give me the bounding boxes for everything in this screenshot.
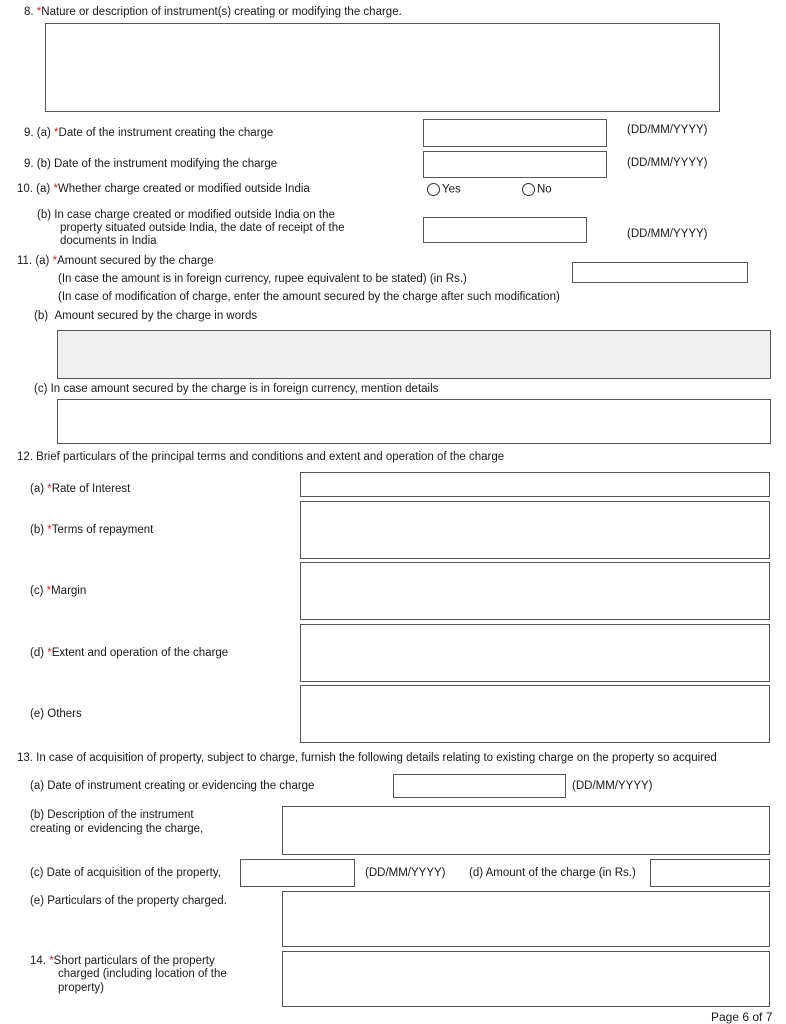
q12e-others-textarea[interactable] [300, 685, 770, 743]
q12a-rate-of-interest-input[interactable] [300, 472, 770, 497]
radio-circle-icon [522, 183, 535, 196]
q10b-label-line2: property situated outside India, the date of receipt of the [60, 222, 345, 234]
q9a-date-input[interactable] [423, 119, 607, 147]
q10a-yes-radio[interactable]: Yes [427, 183, 461, 196]
q13a-label: (a) Date of instrument creating or evidencing the charge [30, 780, 315, 792]
q13a-date-input[interactable] [393, 774, 566, 798]
radio-circle-icon [427, 183, 440, 196]
q12d-label: (d) *Extent and operation of the charge [30, 647, 229, 659]
q11a-label: 11. (a) *Amount secured by the charge [17, 255, 214, 267]
q13c-label: (c) Date of acquisition of the property, [30, 867, 221, 879]
q14-label-line2: charged (including location of the [58, 968, 227, 980]
q12b-label: (b) *Terms of repayment [30, 524, 154, 536]
q10b-date-input[interactable] [423, 217, 587, 243]
q9b-label: 9. (b) Date of the instrument modifying the charge [24, 158, 278, 170]
q8-label: 8. *Nature or description of instrument(s) creating or modifying the charge. [24, 6, 402, 18]
q8-nature-textarea[interactable] [45, 23, 720, 112]
q11c-label: (c) In case amount secured by the charge is in foreign currency, mention details [34, 383, 439, 395]
q12a-label: (a) *Rate of Interest [30, 483, 131, 495]
q13c-acquisition-date-input[interactable] [240, 859, 355, 887]
q10b-date-format: (DD/MM/YYYY) [627, 228, 708, 240]
q12e-label: (e) Others [30, 708, 82, 720]
q13b-description-textarea[interactable] [282, 806, 770, 855]
q11a-amount-input[interactable] [572, 262, 748, 283]
q9b-date-format: (DD/MM/YYYY) [627, 157, 708, 169]
q12-label: 12. Brief particulars of the principal terms and conditions and extent and operation of the charge [17, 451, 505, 463]
q13d-label: (d) Amount of the charge (in Rs.) [469, 867, 636, 879]
q14-short-particulars-textarea[interactable] [282, 951, 770, 1007]
q11a-note-modification: (In case of modification of charge, enter the amount secured by the charge after such modification) [58, 291, 560, 303]
q13e-particulars-textarea[interactable] [282, 891, 770, 947]
q9a-date-format: (DD/MM/YYYY) [627, 124, 708, 136]
q11c-foreign-currency-textarea[interactable] [57, 399, 771, 444]
q12d-extent-operation-textarea[interactable] [300, 624, 770, 682]
q13b-label-line2: creating or evidencing the charge, [30, 823, 204, 835]
q13-label: 13. In case of acquisition of property, subject to charge, furnish the following details relating to existing charge on the property so acquired [17, 752, 717, 764]
q13c-date-format: (DD/MM/YYYY) [365, 867, 446, 879]
page-number: Page 6 of 7 [711, 1010, 773, 1024]
q13d-amount-input[interactable] [650, 859, 770, 887]
q14-label-line3: property) [58, 982, 105, 994]
q11b-amount-words-field [57, 330, 771, 379]
q11b-label: (b) Amount secured by the charge in words [34, 310, 258, 322]
q13a-date-format: (DD/MM/YYYY) [572, 780, 653, 792]
q13b-label: (b) Description of the instrument [30, 809, 194, 821]
required-marker: * [36, 6, 42, 18]
q11a-note-currency: (In case the amount is in foreign currency, rupee equivalent to be stated) (in Rs.) [58, 273, 467, 285]
q9b-date-input[interactable] [423, 151, 607, 178]
q9a-label: 9. (a) *Date of the instrument creating the charge [24, 127, 274, 139]
q14-label: 14. *Short particulars of the property [30, 955, 215, 967]
q10a-label: 10. (a) *Whether charge created or modified outside India [17, 183, 310, 195]
q10a-no-radio[interactable]: No [522, 183, 552, 196]
q13e-label: (e) Particulars of the property charged. [30, 895, 227, 907]
q12b-terms-of-repayment-textarea[interactable] [300, 501, 770, 559]
q10b-label-line3: documents in India [60, 235, 157, 247]
q12c-margin-textarea[interactable] [300, 562, 770, 620]
q12c-label: (c) *Margin [30, 585, 87, 597]
q10b-label: (b) In case charge created or modified outside India on the [37, 209, 335, 221]
